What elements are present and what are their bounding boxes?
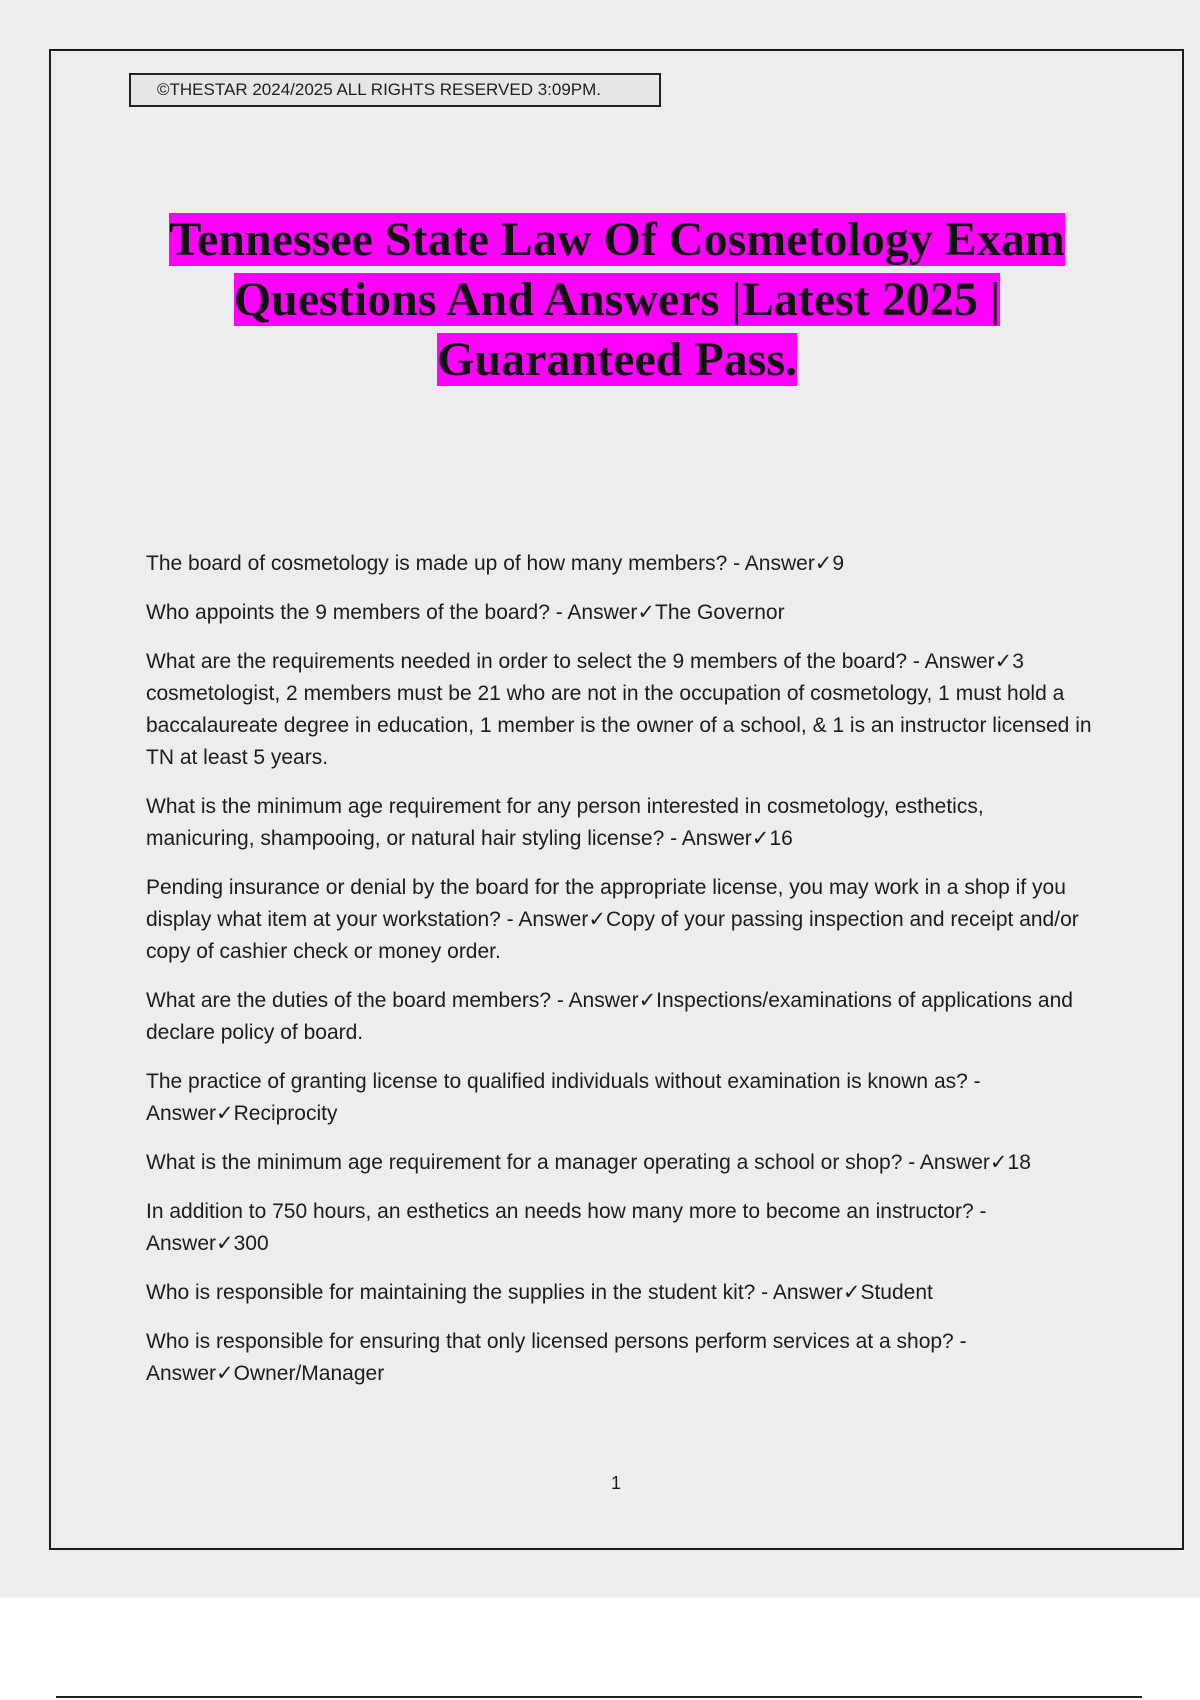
- title-line: Tennessee State Law Of Cosmetology Exam: [169, 213, 1065, 266]
- qa-item: Pending insurance or denial by the board for the appropriate license, you may work in a shop if you display what item at your workstation? - Answer✓Copy of your passing inspection and receipt and/or copy of cashier check or money order.: [146, 876, 1079, 963]
- page-number: 1: [610, 1473, 621, 1493]
- qa-item: The practice of granting license to qualified individuals without examination is known as? - Answer✓Reciprocity: [146, 1070, 981, 1125]
- qa-item: What is the minimum age requirement for a manager operating a school or shop? - Answer✓18: [146, 1151, 1031, 1174]
- qa-item: What are the requirements needed in order to select the 9 members of the board? - Answer✓3 cosmetologist, 2 members must be 21 who are not in the occupation of cosmetology, 1 must hold a baccalaureate degree in education, 1 member is the owner of a school, & 1 is an instructor licensed in TN at least 5 years.: [146, 650, 1092, 769]
- qa-item: In addition to 750 hours, an esthetics an needs how many more to become an instructor? - Answer✓300: [146, 1200, 987, 1255]
- qa-item: What are the duties of the board members? - Answer✓Inspections/examinations of applications and declare policy of board.: [146, 989, 1073, 1044]
- title-line: Guaranteed Pass.: [437, 333, 797, 386]
- qa-item: The board of cosmetology is made up of how many members? - Answer✓9: [146, 552, 845, 575]
- qa-list: [146, 548, 1096, 1407]
- qa-item: Who is responsible for ensuring that only licensed persons perform services at a shop? - Answer✓Owner/Manager: [146, 1330, 967, 1385]
- qa-item: Who is responsible for maintaining the supplies in the student kit? - Answer✓Student: [146, 1281, 933, 1304]
- document-title: [100, 210, 1134, 390]
- qa-item: What is the minimum age requirement for any person interested in cosmetology, esthetics, manicuring, shampooing, or natural hair styling license? - Answer✓16: [146, 795, 984, 850]
- title-line: Questions And Answers |Latest 2025 |: [233, 273, 1001, 326]
- next-page-top-rule: [56, 1696, 1142, 1698]
- copyright-header: ©THESTAR 2024/2025 ALL RIGHTS RESERVED 3:09PM.: [129, 73, 661, 107]
- qa-item: Who appoints the 9 members of the board? - Answer✓The Governor: [146, 601, 785, 624]
